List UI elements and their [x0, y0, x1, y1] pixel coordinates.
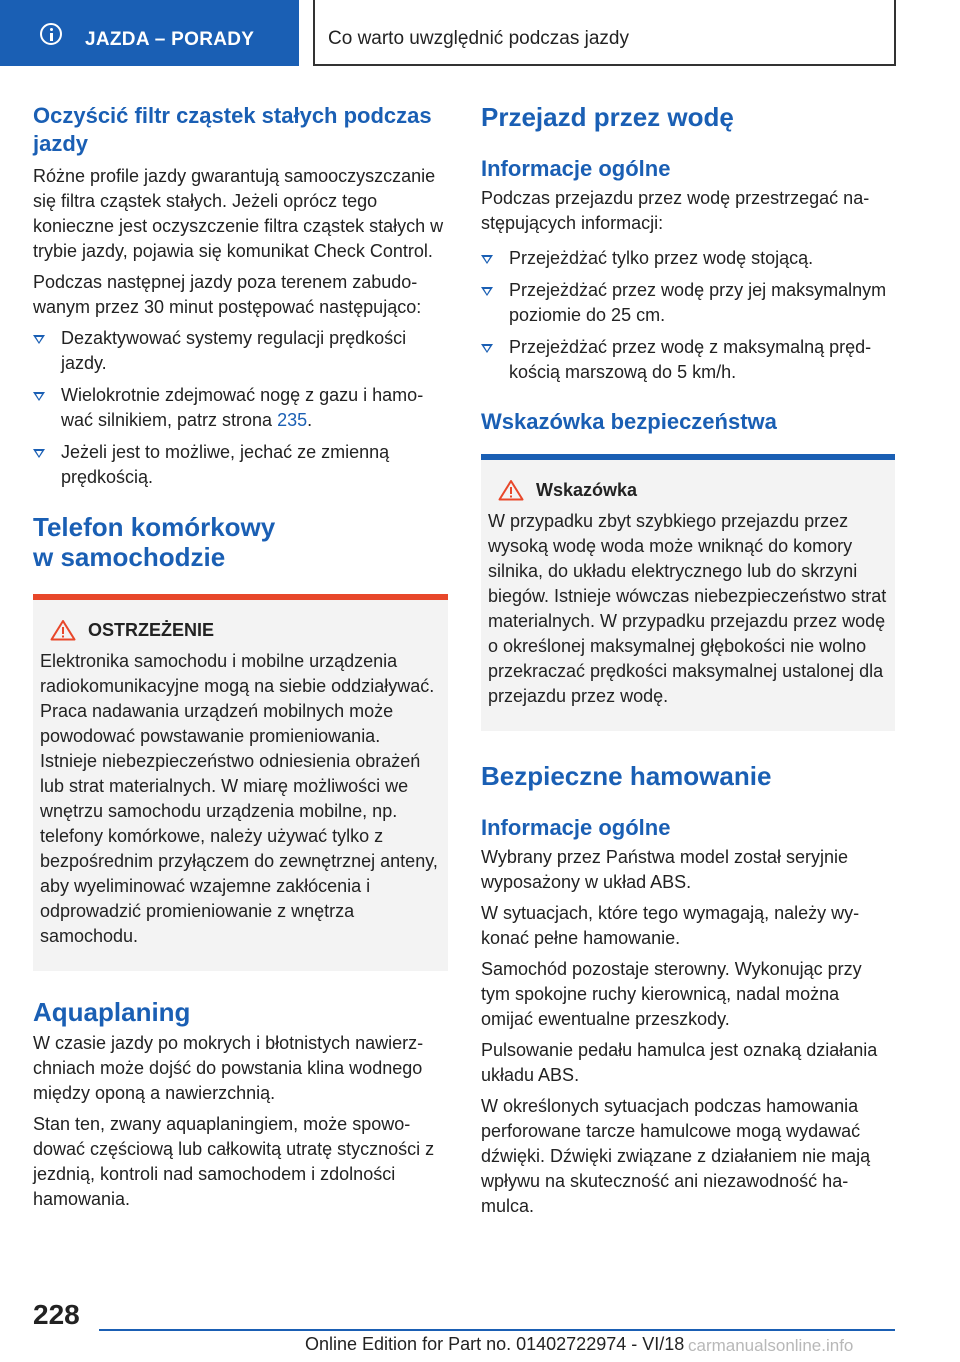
warning-box: [33, 594, 448, 971]
filter-steps: [33, 326, 448, 490]
list-item: Jeżeli jest to możliwe, jechać ze zmienną prędkością.: [33, 440, 448, 490]
note-text: W przypadku zbyt szybkiego przejazdu przez wysoką wodę woda może wniknąć do komory silnika, do układu elektrycznego lub do skrzyni biegów. Istnieje wówczas niebezpieczeństwo strat materialnych. W przypadku przejazdu przez wodę o określonej maksymalnej głębokości nie wolno przekraczać prędkości maksymalnej ustalonej dla przejazdu przez wodę.: [488, 511, 887, 706]
braking-subheading: Informacje ogólne: [481, 815, 671, 840]
braking-heading: Bezpieczne hamowanie: [481, 761, 772, 791]
watermark: carmanualsonline.info: [688, 1336, 854, 1355]
left-column: [33, 102, 448, 1212]
braking-paragraph: Wybrany przez Państwa model został seryjnie wyposażony w układ ABS.: [481, 847, 848, 892]
footer-divider: [99, 1329, 895, 1331]
page-link[interactable]: 235: [277, 410, 308, 430]
page-title: Co warto uwzględnić podczas jazdy: [328, 28, 629, 49]
water-heading: Przejazd przez wodę: [481, 102, 734, 132]
edition-text: Online Edition for Part no. 01402722974 - VI/18: [305, 1334, 685, 1354]
triangle-bullet-icon: [33, 335, 45, 344]
filter-paragraph-1: Różne profile jazdy gwarantują samooczyszczanie się filtra cząstek stałych. Jeżeli oprócz tego konieczne jest oczyszczenie filtra cząstek stałych w trybie jazdy, pojawia się komunikat Check Control.: [33, 166, 444, 261]
section-label: JAZDA – PORADY: [85, 29, 255, 50]
braking-paragraph: W sytuacjach, które tego wymagają, należy wykonać pełne hamowanie.: [481, 903, 860, 948]
braking-paragraph: Pulsowanie pedału hamulca jest oznaką działania układu ABS.: [481, 1040, 878, 1085]
section-tab: [0, 0, 299, 66]
right-column: [481, 102, 895, 1219]
note-title: Wskazówka: [498, 478, 888, 503]
water-rules: [481, 246, 895, 385]
braking-paragraph: Samochód pozostaje sterowny. Wykonując przy tym spokojne ruchy kierownicą, nadal można omijać ewentualne przeszkody.: [481, 959, 862, 1029]
triangle-bullet-icon: [33, 392, 45, 401]
page-number: 228: [33, 1299, 80, 1330]
list-item: Przejeżdżać przez wodę z maksymalną prędkością marszową do 5 km/h.: [481, 335, 895, 385]
filter-heading: Oczyścić filtr cząstek stałych podczas jazdy: [33, 103, 432, 156]
water-subheading: Informacje ogólne: [481, 156, 671, 181]
list-item: Przejeżdżać przez wodę przy jej maksymalnym poziomie do 25 cm.: [481, 278, 895, 328]
triangle-bullet-icon: [33, 449, 45, 458]
list-item: Wielokrotnie zdejmować nogę z gazu i hamować silnikiem, patrz strona 235.: [33, 383, 448, 433]
info-icon: [40, 23, 62, 45]
safety-heading: Wskazówka bezpieczeństwa: [481, 409, 777, 434]
filter-paragraph-2: Podczas następnej jazdy poza terenem zabudowanym przez 30 minut postępować następująco:: [33, 272, 422, 317]
triangle-bullet-icon: [481, 344, 493, 353]
triangle-bullet-icon: [481, 287, 493, 296]
warning-title: OSTRZEŻENIE: [50, 618, 441, 643]
warning-triangle-icon: [498, 479, 524, 501]
water-paragraph: Podczas przejazdu przez wodę przestrzegać następujących informacji:: [481, 188, 870, 233]
aquaplaning-paragraph-2: Stan ten, zwany aquaplaningiem, może spowodować częściową lub całkowitą utratę styczności z jezdnią, kontroli nad samochodem i zdolności hamowania.: [33, 1114, 435, 1209]
warning-triangle-icon: [50, 619, 76, 641]
warning-text: Elektronika samochodu i mobilne urządzenia radiokomunikacyjne mogą na siebie oddziaływać. Praca nadawania urządzeń mobilnych może powodować powstawanie promieniowania. Istnieje niebezpieczeństwo odniesienia obrażeń lub strat materialnych. W miarę możliwości we wnętrzu samochodu urządzenia mobilne, np. telefony komórkowe, należy używać tylko z bezpośrednim przyłączem do zewnętrznej anteny, aby wyeliminować wzajemne zakłócenia i odprowadzić promieniowanie z wnętrza samochodu.: [40, 651, 438, 946]
braking-paragraph: W określonych sytuacjach podczas hamowania perforowane tarcze hamulcowe mogą wydawać dźwięki. Dźwięki związane z działaniem nie mają wpływu na skuteczność ani niezawodność hamulca.: [481, 1096, 871, 1216]
list-item: Przejeżdżać tylko przez wodę stojącą.: [481, 246, 895, 271]
note-box: [481, 454, 895, 731]
triangle-bullet-icon: [481, 255, 493, 264]
aquaplaning-paragraph-1: W czasie jazdy po mokrych i błotnistych nawierzchniach może dojść do powstania klina wodnego między oponą a nawierzchnią.: [33, 1033, 424, 1103]
phone-heading: Telefon komórkowy w samochodzie: [33, 512, 276, 572]
list-item: Dezaktywować systemy regulacji prędkości jazdy.: [33, 326, 448, 376]
aquaplaning-heading: Aquaplaning: [33, 997, 191, 1027]
